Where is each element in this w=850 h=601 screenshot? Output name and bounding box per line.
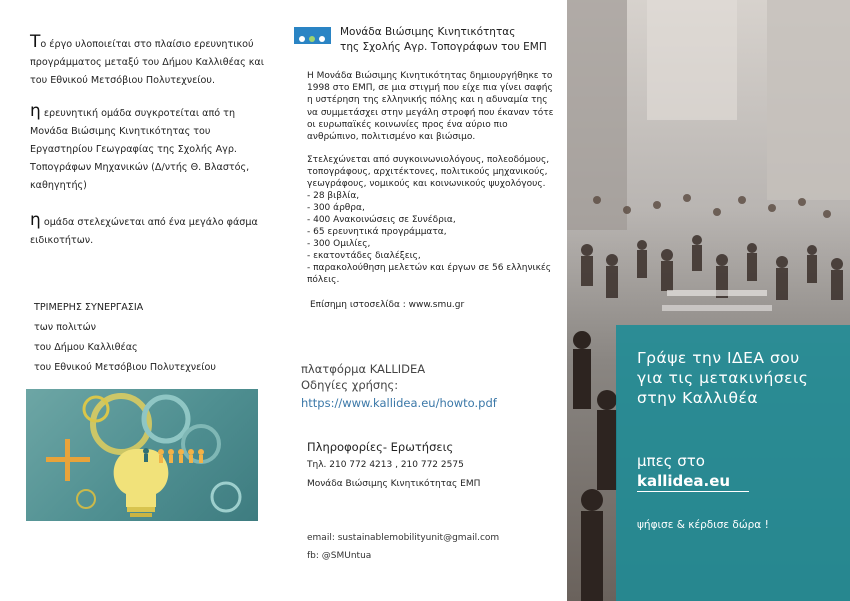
cta-enter-text: μπες στο xyxy=(637,452,705,470)
official-website[interactable]: Επίσημη ιστοσελίδα : www.smu.gr xyxy=(310,300,465,310)
phone-numbers: Τηλ. 210 772 4213 , 210 772 2575 xyxy=(307,460,464,470)
idea-lightbulb-illustration xyxy=(26,389,258,521)
email-address[interactable]: email: sustainablemobilityunit@gmail.com xyxy=(307,533,500,543)
dropcap: Τ xyxy=(30,32,41,52)
intro-paragraph xyxy=(30,33,270,90)
organization-title-line: Μονάδα Βιώσιμης Κινητικότητας xyxy=(340,26,516,38)
partnership-line: των πολιτών xyxy=(34,322,96,333)
list-item: - εκατοντάδες διαλέξεις, xyxy=(307,251,421,261)
link-underline xyxy=(637,491,749,492)
dropcap: η xyxy=(30,101,41,121)
cta-headline xyxy=(637,348,847,408)
facebook-handle[interactable]: fb: @SMUntua xyxy=(307,551,372,561)
intro-text: ο έργο υλοποιείται στο πλαίσιο ερευνητικού προγράμματος μεταξύ του Δήμου Καλλιθέας και του Εθνικού Μετσόβιου Πολυτεχνείου. xyxy=(30,39,264,86)
organization-title-line: της Σχολής Αγρ. Τοπογράφων του ΕΜΠ xyxy=(340,41,547,53)
dropcap: η xyxy=(30,210,41,230)
guide-link[interactable]: https://www.kallidea.eu/howto.pdf xyxy=(301,396,497,410)
team-text: ερευνητική ομάδα συγκροτείται από τη Μονάδα Βιώσιμης Κινητικότητας του Εργαστηρίου Γεωγραφίας της Σχολής Αγρ. Τοπογράφων Μηχανικών (Δ/ντής Θ. Βλαστός, καθηγητής) xyxy=(30,108,250,191)
list-item: - 400 Ανακοινώσεις σε Συνέδρια, xyxy=(307,215,456,225)
list-item: - 300 άρθρα, xyxy=(307,203,365,213)
staff-paragraph xyxy=(30,211,270,250)
smu-logo xyxy=(294,27,331,53)
list-item: - 65 ερευνητικά προγράμματα, xyxy=(307,227,447,237)
platform-info xyxy=(301,361,425,393)
info-heading: Πληροφορίες- Ερωτήσεις xyxy=(307,440,454,454)
list-item: - 300 Ομιλίες, xyxy=(307,239,371,249)
partnership-heading: ΤΡΙΜΕΡΗΣ ΣΥΝΕΡΓΑΣΙΑ xyxy=(34,302,144,313)
platform-name: πλατφόρμα KALLIDEA xyxy=(301,362,426,376)
achievements-list xyxy=(307,190,557,286)
unit-name: Μονάδα Βιώσιμης Κινητικότητας ΕΜΠ xyxy=(307,479,481,489)
cta-headline-line: για τις μετακινήσεις xyxy=(637,369,809,387)
kallidea-link[interactable]: kallidea.eu xyxy=(637,472,731,490)
unit-description: Η Μονάδα Βιώσιμης Κινητικότητας δημιουργήθηκε το 1998 στο ΕΜΠ, σε μια στιγμή που είχε πια γίνει σαφής η υστέρηση της ελληνικής πόλης και η αδυναμία της να συμμετάσχει στην μεγάλη στροφή που έκαναν τότε οι ευρωπαϊκές κοινωνίες προς ένα αύριο πιο ανθρώπινο, πολιτισμένο και βιώσιμο. xyxy=(307,71,554,143)
list-item: - 28 βιβλία, xyxy=(307,191,360,201)
smu-logo-icon xyxy=(294,27,331,53)
staff-description: Στελεχώνεται από συγκοινωνιολόγους, πολεοδόμους, τοπογράφους, αρχιτέκτονες, πολιτικούς μηχανικούς, γεωγράφους, νομικούς και κοινωνικούς ψυχολόγους. xyxy=(307,155,550,189)
cta-headline-line: Γράψε την ΙΔΕΑ σου xyxy=(637,349,800,367)
team-paragraph xyxy=(30,102,270,195)
organization-title xyxy=(340,25,562,55)
partnership-line: του Δήμου Καλλιθέας xyxy=(34,342,138,353)
vote-text: ψήφισε & κέρδισε δώρα ! xyxy=(637,519,769,531)
partnership-block xyxy=(34,298,216,378)
usage-guide-label: Οδηγίες χρήσης: xyxy=(301,378,399,392)
partnership-line: του Εθνικού Μετσόβιου Πολυτεχνείου xyxy=(34,362,216,373)
lightbulb-icon xyxy=(26,389,258,521)
list-item: - παρακολούθηση μελετών και έργων σε 56 ελληνικές πόλεις. xyxy=(307,263,552,285)
staff-text: ομάδα στελεχώνεται από ένα μεγάλο φάσμα ειδικοτήτων. xyxy=(30,217,258,246)
cta-headline-line: στην Καλλιθέα xyxy=(637,389,759,407)
